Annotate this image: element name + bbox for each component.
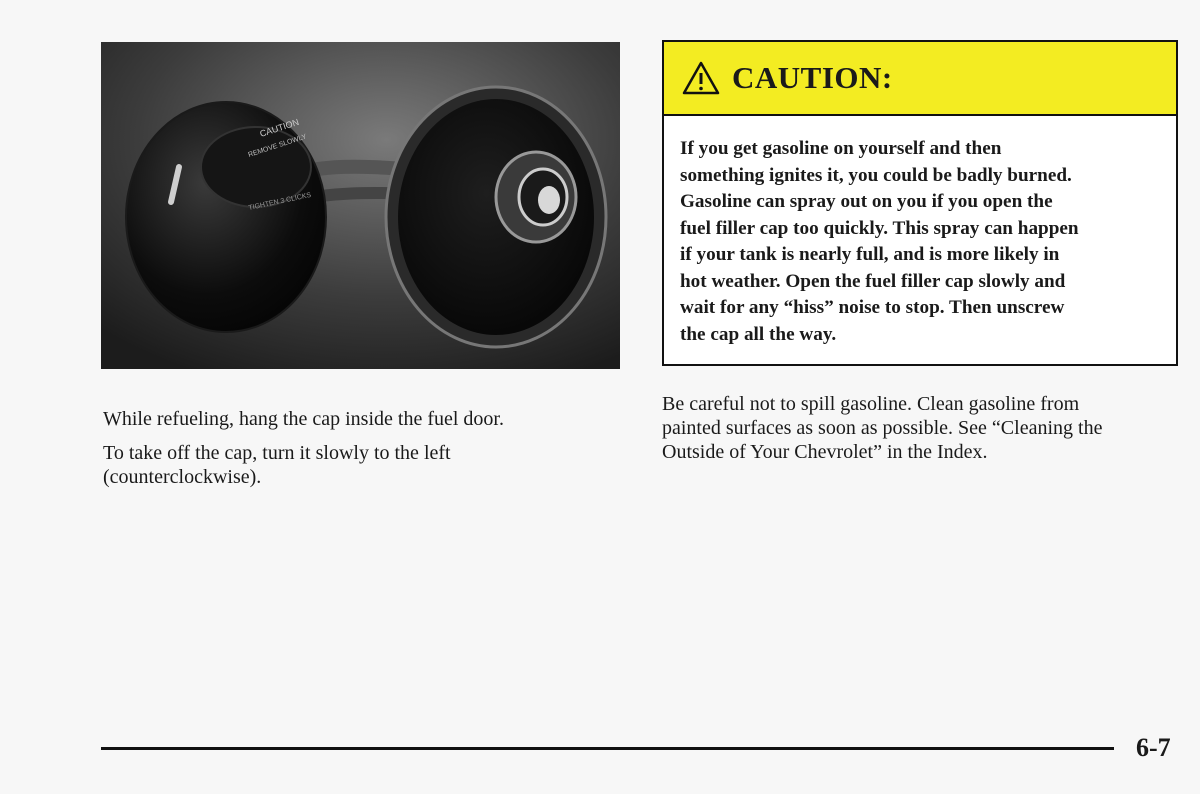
right-column-text	[662, 392, 1182, 464]
caution-line: If you get gasoline on yourself and then	[680, 138, 1002, 159]
cap-label-caution: CAUTION	[258, 116, 301, 139]
footer-rule	[101, 747, 1114, 750]
caution-title: CAUTION:	[732, 60, 893, 95]
caution-line: wait for any “hiss” noise to stop. Then unscrew	[680, 297, 1065, 318]
cap-removal-paragraph: To take off the cap, turn it slowly to the left (counterclockwise).	[103, 442, 451, 488]
left-column-text	[103, 407, 603, 499]
spill-warning-line: painted surfaces as soon as possible. See “Cleaning the	[662, 417, 1103, 439]
caution-line: something ignites it, you could be badly burned.	[680, 164, 1072, 186]
caution-header	[664, 42, 1176, 116]
refueling-paragraph: While refueling, hang the cap inside the fuel door.	[103, 408, 504, 430]
spill-warning-line: Be careful not to spill gasoline. Clean gasoline from	[662, 393, 1080, 415]
fuel-cap-illustration	[101, 42, 620, 369]
caution-line: the cap all the way.	[680, 323, 837, 345]
caution-line: hot weather. Open the fuel filler cap slowly and	[680, 270, 1066, 292]
warning-triangle-icon	[682, 61, 720, 95]
fuel-cap-photo	[101, 42, 620, 369]
caution-line: if your tank is nearly full, and is more likely in	[680, 244, 1060, 265]
caution-line: fuel filler cap too quickly. This spray can happen	[680, 217, 1079, 239]
page-number: 6-7	[1136, 733, 1171, 762]
caution-box	[662, 40, 1178, 366]
cap-label-tighten: TIGHTEN 3 CLICKS	[247, 191, 312, 212]
spill-warning-line: Outside of Your Chevrolet” in the Index.	[662, 441, 988, 463]
caution-body	[664, 116, 1176, 348]
caution-line: Gasoline can spray out on you if you open the	[680, 191, 1053, 212]
cap-label-remove: REMOVE SLOWLY	[247, 133, 308, 159]
